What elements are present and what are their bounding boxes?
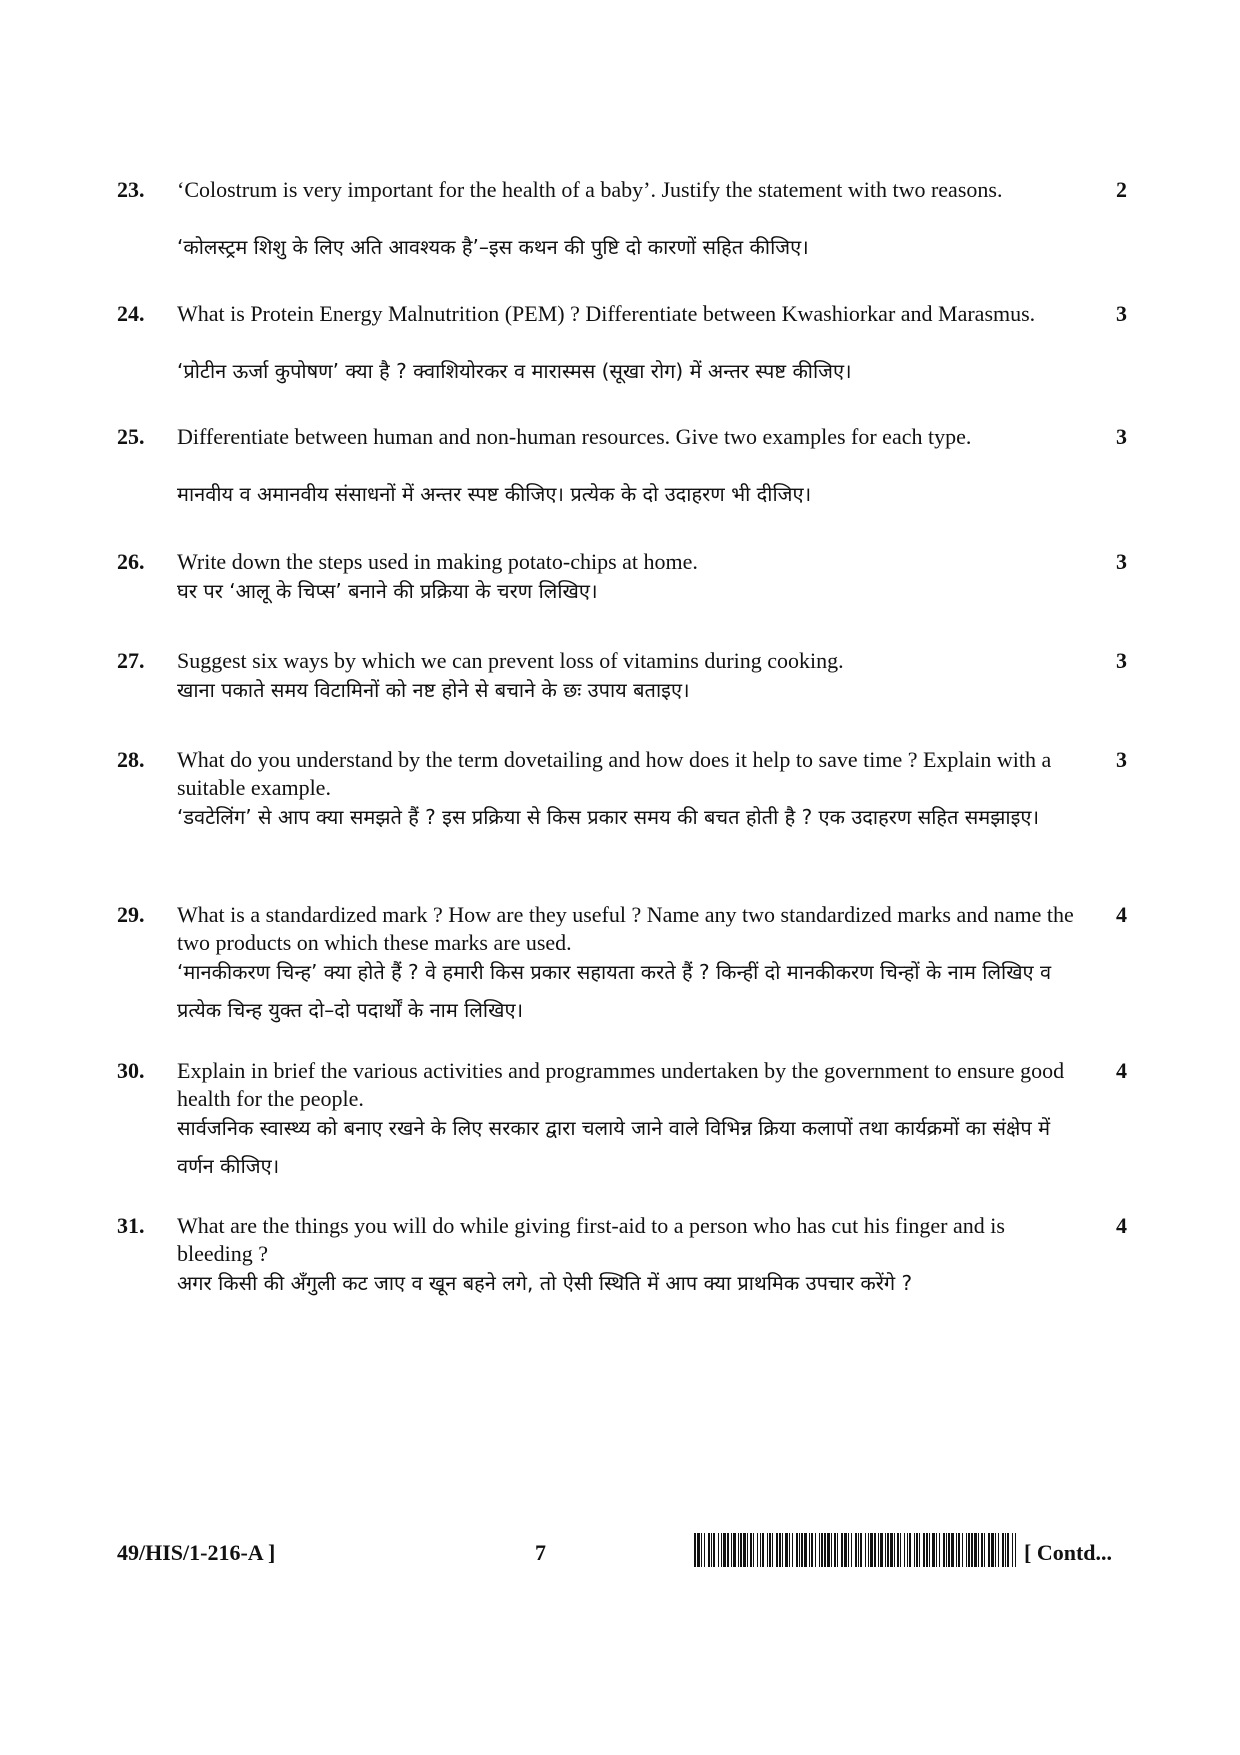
barcode-bar: [914, 1533, 915, 1567]
question-text-english: Suggest six ways by which we can prevent loss of vitamins during cooking.: [177, 648, 844, 673]
question-marks: 2: [1116, 177, 1127, 202]
barcode-bar: [760, 1533, 761, 1567]
question-text-hindi: ‘डवटेलिंग’ से आप क्या समझते हैं ? इस प्रक्रिया से किस प्रकार समय की बचत होती है ? एक उदाहरण सहित समझाइए।: [177, 805, 1040, 829]
barcode-bar: [827, 1533, 830, 1567]
question-text-hindi: अगर किसी की अँगुली कट जाए व खून बहने लगे, तो ऐसी स्थिति में आप क्या प्राथमिक उपचार करेंगे ?: [177, 1271, 913, 1295]
barcode-bar: [923, 1533, 925, 1567]
barcode-bar: [966, 1533, 967, 1567]
barcode-bar: [792, 1533, 793, 1567]
question-text-hindi: सार्वजनिक स्वास्थ्य को बनाए रखने के लिए सरकार द्वारा चलाये जाने वाले विभिन्न क्रिया कलापों तथा कार्यक्रमों का संक्षेप में वर्णन कीजिए।: [177, 1116, 1051, 1178]
question-text-english: What is Protein Energy Malnutrition (PEM) ? Differentiate between Kwashiorkar and Marasmus.: [177, 301, 1036, 326]
barcode-bar: [762, 1533, 764, 1567]
barcode-bar: [874, 1533, 876, 1567]
barcode-bar: [727, 1533, 729, 1567]
barcode-bar: [844, 1533, 847, 1567]
continued-label: [ Contd...: [1024, 1540, 1113, 1565]
barcode-bar: [701, 1533, 702, 1567]
barcode-bar: [878, 1533, 879, 1567]
question-text-hindi: ‘प्रोटीन ऊर्जा कुपोषण’ क्या है ? क्वाशियोरकर व मारास्मस (सूखा रोग) में अन्तर स्पष्ट कीजिए।: [177, 359, 852, 383]
barcode-bar: [704, 1533, 705, 1567]
barcode-bar: [697, 1533, 700, 1567]
question-number: 24.: [117, 301, 145, 326]
barcode-bar: [740, 1533, 742, 1567]
question-marks: 3: [1116, 301, 1127, 326]
barcode-bar: [811, 1533, 813, 1567]
question-marks: 3: [1116, 648, 1127, 673]
question-marks: 3: [1116, 747, 1127, 772]
barcode-bar: [988, 1533, 990, 1567]
question-number: 31.: [117, 1213, 145, 1238]
question-number: 25.: [117, 424, 145, 449]
barcode-bar: [916, 1533, 918, 1567]
barcode-bar: [837, 1533, 838, 1567]
question-number: 27.: [117, 648, 145, 673]
barcode-bar: [1012, 1533, 1013, 1567]
barcode-bar: [860, 1533, 862, 1567]
barcode-bar: [711, 1533, 712, 1567]
barcode-bar: [824, 1533, 826, 1567]
question-text-english: What are the things you will do while giving first-aid to a person who has cut his finger and is bleeding ?: [177, 1213, 1005, 1266]
question-text-hindi: ‘कोलस्ट्रम शिशु के लिए अति आवश्यक है’–इस कथन की पुष्टि दो कारणों सहित कीजिए।: [177, 235, 809, 259]
barcode-bar: [943, 1533, 945, 1567]
barcode-bar: [779, 1533, 781, 1567]
barcode-bar: [958, 1533, 960, 1567]
question-text-english: Differentiate between human and non-human resources. Give two examples for each type.: [177, 424, 972, 449]
barcode-bar: [772, 1533, 773, 1567]
barcode-bar: [723, 1533, 726, 1567]
barcode-bar: [929, 1533, 930, 1567]
barcode-bar: [743, 1533, 746, 1567]
barcode-bar: [767, 1533, 768, 1567]
barcode-bar: [855, 1533, 857, 1567]
barcode-bar: [984, 1533, 985, 1567]
barcode-bar: [851, 1533, 852, 1567]
barcode-bar: [738, 1533, 739, 1567]
barcode-bar: [885, 1533, 886, 1567]
barcode: [694, 1533, 1016, 1567]
barcode-bar: [708, 1533, 710, 1567]
barcode-bar: [880, 1533, 883, 1567]
barcode-bar: [897, 1533, 899, 1567]
question-number: 30.: [117, 1058, 145, 1083]
barcode-bar: [789, 1533, 790, 1567]
barcode-bar: [776, 1533, 778, 1567]
barcode-bar: [932, 1533, 935, 1567]
barcode-bar: [939, 1533, 940, 1567]
barcode-bar: [796, 1533, 798, 1567]
barcode-bar: [907, 1533, 908, 1567]
barcode-bar: [1007, 1533, 1009, 1567]
barcode-bar: [747, 1533, 748, 1567]
barcode-bar: [946, 1533, 947, 1567]
barcode-bar: [718, 1533, 719, 1567]
paper-code: 49/HIS/1-216-A ]: [117, 1540, 276, 1565]
barcode-bar: [750, 1533, 752, 1567]
question-number: 28.: [117, 747, 145, 772]
barcode-bar: [785, 1533, 788, 1567]
barcode-bar: [731, 1533, 732, 1567]
barcode-bar: [936, 1533, 937, 1567]
barcode-bar: [900, 1533, 901, 1567]
barcode-bar: [981, 1533, 983, 1567]
barcode-bar: [870, 1533, 873, 1567]
barcode-bar: [799, 1533, 800, 1567]
barcode-bar: [991, 1533, 994, 1567]
question-text-english: Explain in brief the various activities and programmes undertaken by the government to ensure good health for the people.: [177, 1058, 1065, 1111]
barcode-bar: [904, 1533, 905, 1567]
barcode-bar: [733, 1533, 736, 1567]
question-marks: 3: [1116, 424, 1127, 449]
barcode-bar: [978, 1533, 979, 1567]
barcode-bar: [848, 1533, 849, 1567]
barcode-bar: [995, 1533, 996, 1567]
barcode-bar: [894, 1533, 895, 1567]
question-marks: 3: [1116, 549, 1127, 574]
page-number: 7: [535, 1540, 546, 1565]
question-marks: 4: [1116, 902, 1127, 927]
question-marks: 4: [1116, 1213, 1127, 1238]
barcode-bar: [757, 1533, 758, 1567]
barcode-bar: [804, 1533, 807, 1567]
barcode-bar: [815, 1533, 816, 1567]
barcode-bar: [962, 1533, 963, 1567]
barcode-bar: [909, 1533, 911, 1567]
question-text-hindi: खाना पकाते समय विटामिनों को नष्ट होने से बचाने के छः उपाय बताइए।: [177, 678, 690, 702]
barcode-bar: [721, 1533, 722, 1567]
barcode-bar: [919, 1533, 920, 1567]
barcode-bar: [865, 1533, 866, 1567]
barcode-bar: [890, 1533, 893, 1567]
barcode-bar: [834, 1533, 836, 1567]
question-text-english: What is a standardized mark ? How are they useful ? Name any two standardized marks and name the two products on which these marks are used.: [177, 902, 1074, 955]
question-number: 26.: [117, 549, 145, 574]
question-marks: 4: [1116, 1058, 1127, 1083]
barcode-bar: [753, 1533, 754, 1567]
barcode-bar: [951, 1533, 954, 1567]
barcode-bar: [1015, 1533, 1016, 1567]
question-text-hindi: ‘मानकीकरण चिन्ह’ क्या होते हैं ? वे हमारी किस प्रकार सहायता करते हैं ? किन्हीं दो मानकीकरण चिन्हों के नाम लिखिए व प्रत्येक चिन्ह युक्त दो–दो पदार्थों के नाम लिखिए।: [177, 960, 1052, 1022]
barcode-bar: [782, 1533, 783, 1567]
question-number: 29.: [117, 902, 145, 927]
barcode-bar: [974, 1533, 977, 1567]
barcode-bar: [713, 1533, 715, 1567]
barcode-bar: [694, 1533, 696, 1567]
barcode-bar: [868, 1533, 869, 1567]
question-text-english: What do you understand by the term dovetailing and how does it help to save time ? Explain with a suitable example.: [177, 747, 1052, 800]
barcode-bar: [968, 1533, 970, 1567]
question-text-hindi: घर पर ‘आलू के चिप्स’ बनाने की प्रक्रिया के चरण लिखिए।: [177, 579, 598, 603]
barcode-bar: [948, 1533, 950, 1567]
barcode-bar: [887, 1533, 889, 1567]
question-text-english: Write down the steps used in making potato-chips at home.: [177, 549, 698, 574]
barcode-bar: [831, 1533, 832, 1567]
question-text-english: ‘Colostrum is very important for the health of a baby’. Justify the statement with two reasons.: [177, 177, 1003, 202]
barcode-bar: [809, 1533, 810, 1567]
barcode-bar: [926, 1533, 928, 1567]
barcode-bar: [769, 1533, 771, 1567]
barcode-bar: [998, 1533, 999, 1567]
barcode-bar: [819, 1533, 820, 1567]
barcode-bar: [971, 1533, 973, 1567]
barcode-bar: [956, 1533, 957, 1567]
barcode-bar: [1002, 1533, 1004, 1567]
question-text-hindi: मानवीय व अमानवीय संसाधनों में अन्तर स्पष्ट कीजिए। प्रत्येक के दो उदाहरण भी दीजिए।: [177, 482, 812, 506]
barcode-bar: [1005, 1533, 1006, 1567]
barcode-bar: [801, 1533, 803, 1567]
barcode-bar: [821, 1533, 823, 1567]
question-number: 23.: [117, 177, 145, 202]
barcode-bar: [841, 1533, 843, 1567]
barcode-bar: [858, 1533, 859, 1567]
